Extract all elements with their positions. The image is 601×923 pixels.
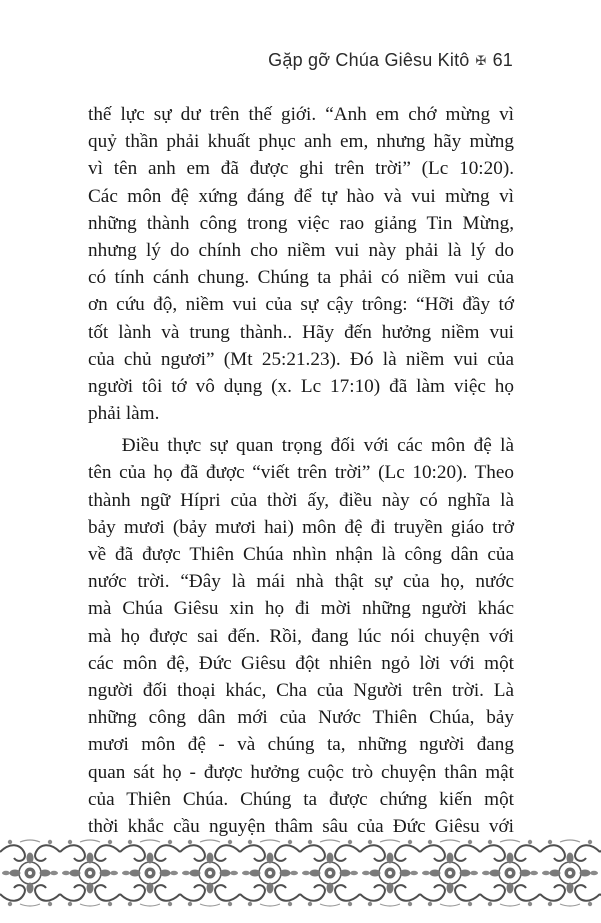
text-line: có tính cánh chung. Chúng ta phải có niềm vui của (88, 267, 514, 289)
text-line: những công dân mới của Nước Thiên Chúa, bảy (88, 707, 514, 729)
text-line: thành ngữ Hípri của thời ấy, điều này có nghĩa là (88, 489, 514, 511)
paragraph-1 (88, 101, 514, 427)
text-line: phải làm. (88, 403, 160, 425)
cross-ornament-icon: ✠ (475, 52, 487, 68)
text-line: nhưng lý do chính cho niềm vui này phải là lý do (88, 239, 514, 261)
text-line: vì tên anh em đã được ghi trên trời” (Lc 10:20). (88, 158, 514, 180)
text-line: quan sát họ - được hưởng cuộc trò chuyện thân mật (88, 761, 514, 783)
floral-border-icon (0, 838, 601, 908)
running-header (268, 50, 513, 71)
text-line: về đã được Thiên Chúa nhìn nhận là công dân của (88, 544, 514, 565)
text-line: Điều thực sự quan trọng đối với các môn đệ là (88, 435, 514, 457)
page-number: 61 (492, 50, 513, 70)
text-line: nước trời. “Đây là mái nhà thật sự của họ, nước (88, 571, 514, 593)
text-line: người tôi tớ vô dụng (x. Lc 17:10) đã làm việc họ (88, 375, 514, 397)
running-title: Gặp gỡ Chúa Giêsu Kitô (268, 50, 470, 70)
text-line: Các môn đệ xứng đáng để tự hào và vui mừng vì (88, 185, 514, 207)
text-line: thế lực sự dư trên thế giới. “Anh em chớ mừng vì (88, 104, 514, 125)
text-line: quỷ thần phải khuất phục anh em, nhưng hãy mừng (88, 131, 514, 153)
floral-border-ornament (0, 838, 601, 908)
text-line: tốt lành và trung thành.. Hãy đến hưởng niềm vui (88, 321, 514, 343)
text-line: của chủ ngươi” (Mt 25:21.23). Đó là niềm vui của (88, 348, 514, 370)
text-line: của Thiên Chúa. Chúng ta được chứng kiến một (88, 788, 514, 810)
text-line: bảy mươi (bảy mươi hai) môn đệ đi truyền giáo trở (88, 516, 514, 538)
text-line: thời khắc cầu nguyện thâm sâu của Đức Giêsu với (88, 815, 514, 837)
text-line: mà Chúa Giêsu xin họ đi mời những người khác (88, 598, 514, 620)
text-line: tên của họ đã được “viết trên trời” (Lc 10:20). Theo (88, 462, 514, 484)
text-line: các môn đệ, Đức Giêsu đột nhiên ngỏ lời với một (88, 652, 514, 674)
text-line: người đối thoại khác, Cha của Người trên trời. Là (88, 679, 514, 701)
body-text (88, 101, 514, 840)
text-line: mươi môn đệ - và chúng ta, những người đang (88, 734, 514, 756)
paragraph-2 (88, 432, 514, 840)
text-line: những thành công trong việc rao giảng Tin Mừng, (88, 212, 514, 234)
text-line: ơn cứu độ, niềm vui của sự cậy trông: “Hỡi đầy tớ (88, 294, 514, 316)
text-line: mà họ được sai đến. Rồi, đang lúc nói chuyện với (88, 625, 514, 647)
